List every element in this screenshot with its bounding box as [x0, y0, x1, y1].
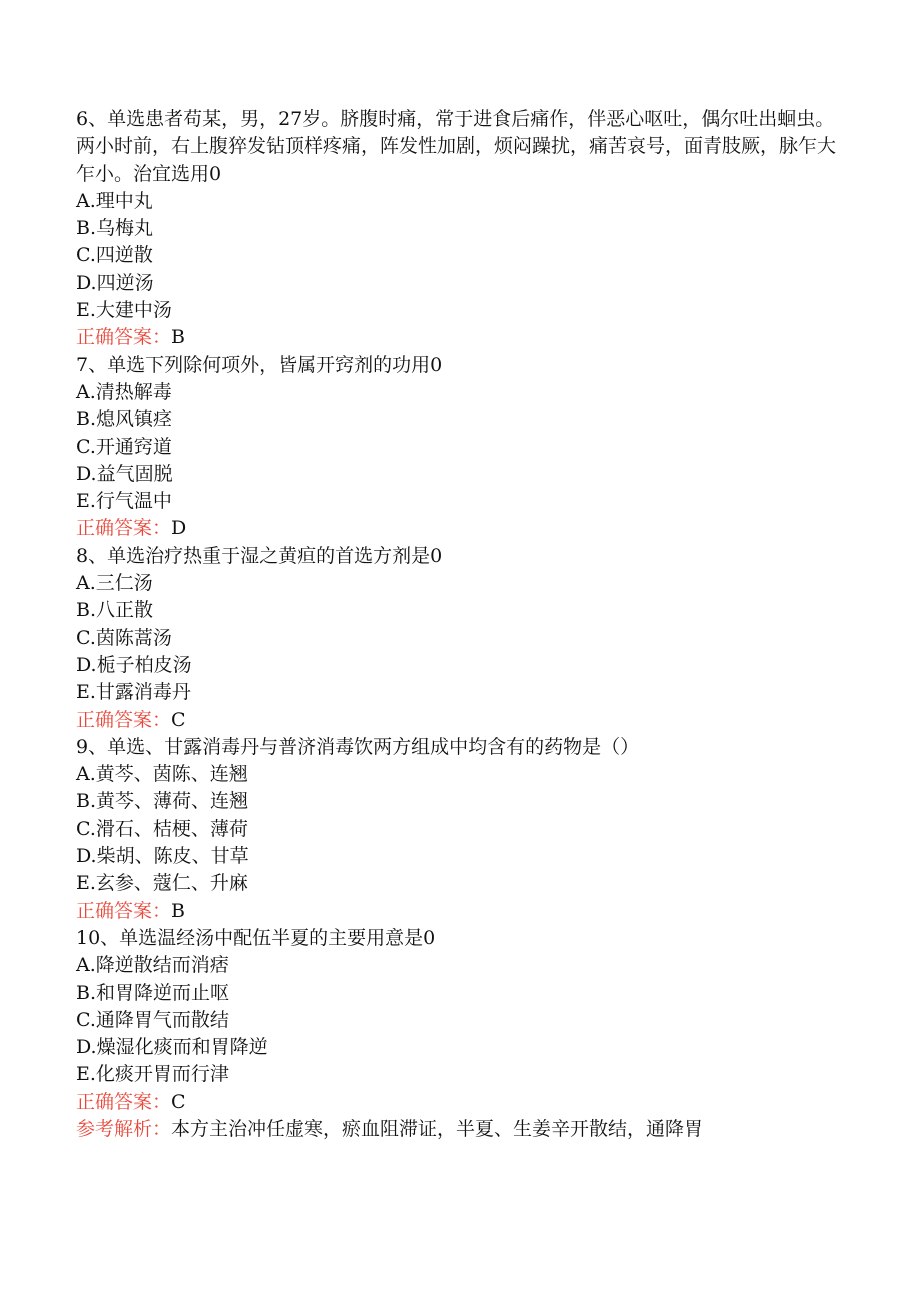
- option-a: A.黄芩、茵陈、连翘: [76, 763, 248, 786]
- option-b: B.熄风镇痉: [76, 408, 173, 431]
- answer-label: 正确答案：: [76, 326, 172, 349]
- answer-label: 正确答案：: [76, 899, 172, 922]
- option-c: C.滑石、桔梗、薄荷: [76, 817, 248, 840]
- answer-value: B: [171, 326, 185, 349]
- answer-value: B: [171, 899, 185, 922]
- option-a: A.三仁汤: [76, 572, 153, 595]
- option-e: E.大建中汤: [76, 299, 172, 322]
- answer-line: [76, 515, 836, 542]
- question-stem: 9、单选、甘露消毒丹与普济消毒饮两方组成中均含有的药物是（）: [76, 735, 640, 758]
- option-c: C.茵陈蒿汤: [76, 626, 172, 649]
- question-7: [76, 352, 836, 543]
- question-10: [76, 925, 836, 1143]
- answer-label: 正确答案：: [76, 708, 172, 731]
- option-e: E.甘露消毒丹: [76, 681, 191, 704]
- option-b: B.乌梅丸: [76, 217, 154, 240]
- analysis-text: 本方主治冲任虚寒，瘀血阻滞证，半夏、生姜辛开散结，通降胃: [171, 1117, 704, 1140]
- answer-value: D: [171, 517, 187, 540]
- document-page: [76, 106, 836, 1143]
- answer-label: 正确答案：: [76, 1090, 172, 1113]
- option-e: E.行气温中: [76, 490, 172, 513]
- option-d: D.柴胡、陈皮、甘草: [76, 845, 249, 868]
- option-e: E.玄参、蔻仁、升麻: [76, 872, 248, 895]
- answer-line: [76, 898, 836, 925]
- answer-value: C: [171, 1090, 186, 1113]
- option-b: B.和胃降逆而止呕: [76, 981, 230, 1004]
- option-a: A.清热解毒: [76, 380, 172, 403]
- option-c: C.通降胃气而散结: [76, 1008, 229, 1031]
- option-d: D.四逆汤: [76, 271, 154, 294]
- question-stem: 10、单选温经汤中配伍半夏的主要用意是0: [76, 926, 436, 949]
- question-stem: 7、单选下列除何项外，皆属开窍剂的功用0: [76, 353, 443, 376]
- question-stem: 8、单选治疗热重于湿之黄疸的首选方剂是0: [76, 544, 443, 567]
- answer-line: [76, 1089, 836, 1116]
- answer-value: C: [171, 708, 186, 731]
- answer-line: [76, 324, 836, 351]
- answer-label: 正确答案：: [76, 517, 172, 540]
- answer-line: [76, 707, 836, 734]
- option-c: C.四逆散: [76, 244, 153, 267]
- question-6: [76, 106, 836, 352]
- option-d: D.益气固脱: [76, 462, 173, 485]
- option-a: A.理中丸: [76, 189, 153, 212]
- question-stem: 6、单选患者苟某，男，27岁。脐腹时痛，常于进食后痛作，伴恶心呕吐，偶尔吐出蛔虫。两小时前，右上腹猝发钻顶样疼痛，阵发性加剧，烦闷躁扰，痛苦哀号，面青肢厥，脉乍大乍小。治宜选用0: [76, 108, 837, 185]
- analysis-label: 参考解析：: [76, 1117, 172, 1140]
- option-a: A.降逆散结而消痞: [76, 954, 229, 977]
- analysis-line: [76, 1116, 836, 1143]
- option-e: E.化痰开胃而行津: [76, 1063, 229, 1086]
- question-8: [76, 543, 836, 734]
- option-d: D.栀子柏皮汤: [76, 653, 192, 676]
- option-b: B.黄芩、薄荷、连翘: [76, 790, 249, 813]
- option-d: D.燥湿化痰而和胃降逆: [76, 1036, 268, 1059]
- option-c: C.开通窍道: [76, 435, 172, 458]
- question-9: [76, 734, 836, 925]
- option-b: B.八正散: [76, 599, 154, 622]
